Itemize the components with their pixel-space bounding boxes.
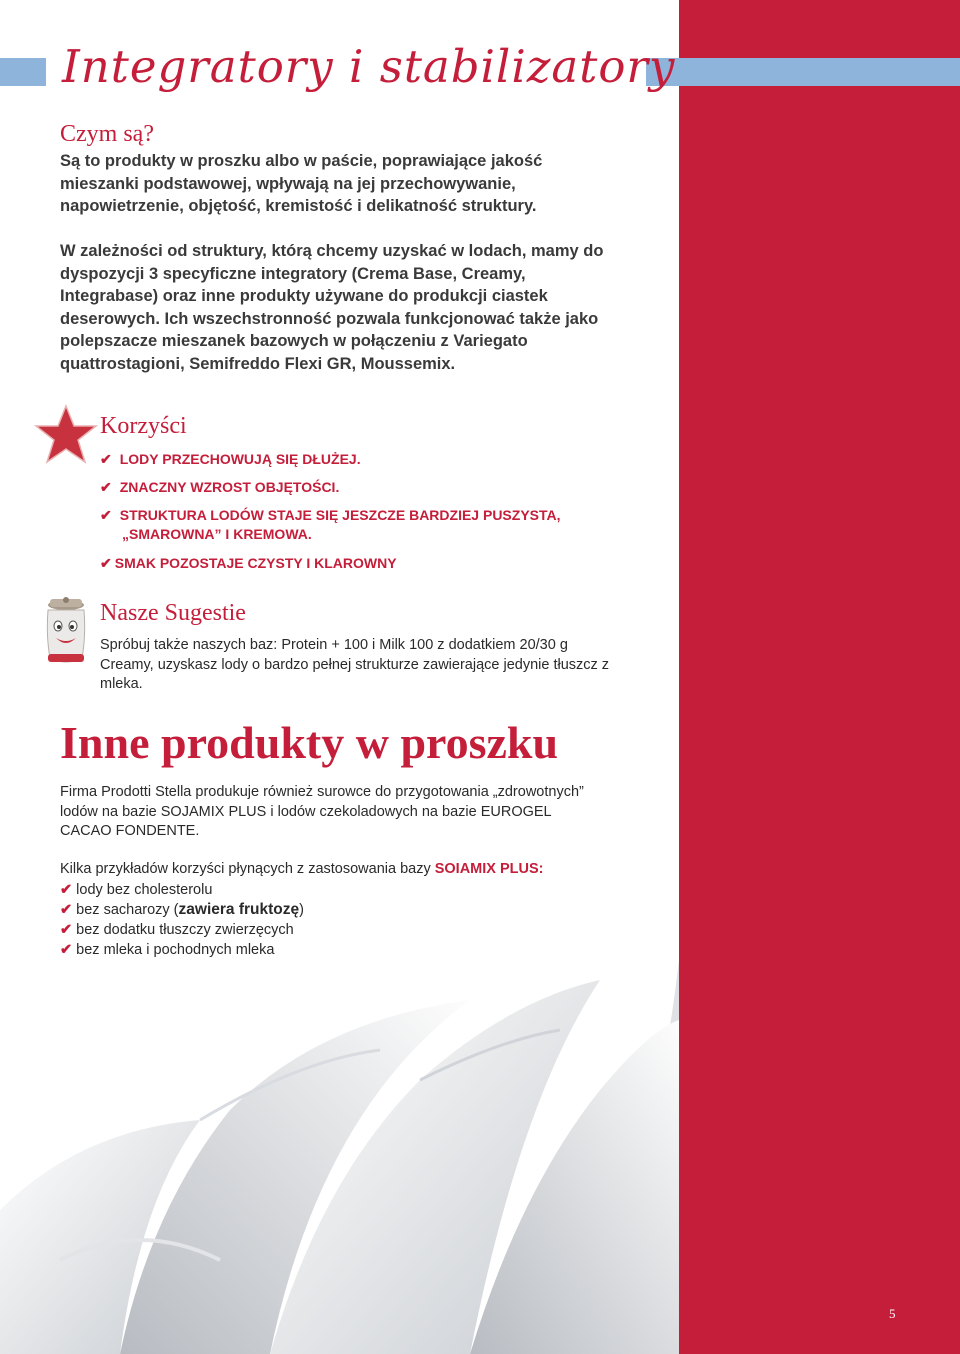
check-icon: ✔ xyxy=(100,479,112,495)
list-item: ✔ lody bez cholesterolu xyxy=(60,882,213,898)
page-number: 5 xyxy=(889,1306,896,1321)
check-icon: ✔ xyxy=(100,555,112,571)
blue-strip-left xyxy=(0,58,46,86)
star-icon xyxy=(34,404,98,466)
page-title: Integratory i stabilizatory xyxy=(62,40,676,93)
soiamix-benefits-list xyxy=(60,880,304,960)
check-icon: ✔ xyxy=(100,507,112,523)
what-heading: Czym są? xyxy=(60,121,154,147)
check-icon: ✔ xyxy=(60,882,73,898)
check-icon: ✔ xyxy=(60,902,73,918)
check-icon: ✔ xyxy=(60,942,73,958)
suggestions-heading: Nasze Sugestie xyxy=(100,600,246,626)
suggestions-text: Spróbuj także naszych baz: Protein + 100 i Milk 100 z dodatkiem 20/30 g Creamy, uzyskasz lody o bardzo pełnej strukturze zawierające jedynie tłuszcz z mleka. xyxy=(100,637,610,692)
other-products-paragraph: Firma Prodotti Stella produkuje również surowce do przygotowania „zdrowotnych” lodów na bazie SOJAMIX PLUS i lodów czekoladowych na bazie EUROGEL CACAO FONDENTE. xyxy=(60,784,584,839)
benefit-item: ✔ ZNACZNY WZROST OBJĘTOŚCI. xyxy=(100,479,340,495)
brand-soiamix: SOIAMIX PLUS: xyxy=(434,861,544,877)
check-icon: ✔ xyxy=(100,451,112,467)
list-item: ✔ bez mleka i pochodnych mleka xyxy=(60,942,275,958)
jar-mascot-icon xyxy=(38,596,94,668)
benefit-item: ✔ LODY PRZECHOWUJĄ SIĘ DŁUŻEJ. xyxy=(100,451,361,467)
whipped-cream-image xyxy=(0,960,679,1354)
list-item: ✔ bez sacharozy (zawiera fruktozę) xyxy=(60,901,304,918)
list-item: ✔ bez dodatku tłuszczy zwierzęcych xyxy=(60,922,294,938)
benefits-heading: Korzyści xyxy=(100,413,187,439)
other-products-heading: Inne produkty w proszku xyxy=(60,717,559,768)
fructose-note: zawiera fruktozę xyxy=(178,901,300,918)
soiamix-intro: Kilka przykładów korzyści płynących z zastosowania bazy SOIAMIX PLUS: xyxy=(60,861,544,877)
blue-strip-right xyxy=(646,58,960,86)
red-sidebar-panel xyxy=(679,0,960,1354)
what-paragraph-1: Są to produkty w proszku albo w paście, poprawiające jakość mieszanki podstawowej, wpływają na jej przechowywanie, napowietrzenie, objętość, kremistość i delikatność struktury. xyxy=(60,152,543,215)
check-icon: ✔ xyxy=(60,922,73,938)
benefit-item: ✔ STRUKTURA LODÓW STAJE SIĘ JESZCZE BARDZIEJ PUSZYSTA, „SMAROWNA” I KREMOWA. xyxy=(100,507,561,542)
what-paragraph-2: W zależności od struktury, którą chcemy uzyskać w lodach, mamy do dyspozycji 3 specyficzne integratory (Crema Base, Creamy, Integrabase) oraz inne produkty używane do produkcji ciastek deserowych. Ich wszechstronność pozwala funkcjonować także jako polepszacze mieszanek bazowych w połączeniu z Variegato quattrostagioni, Semifreddo Flexi GR, Moussemix. xyxy=(60,242,604,373)
benefit-item: ✔ SMAK POZOSTAJE CZYSTY I KLAROWNY xyxy=(100,555,397,571)
